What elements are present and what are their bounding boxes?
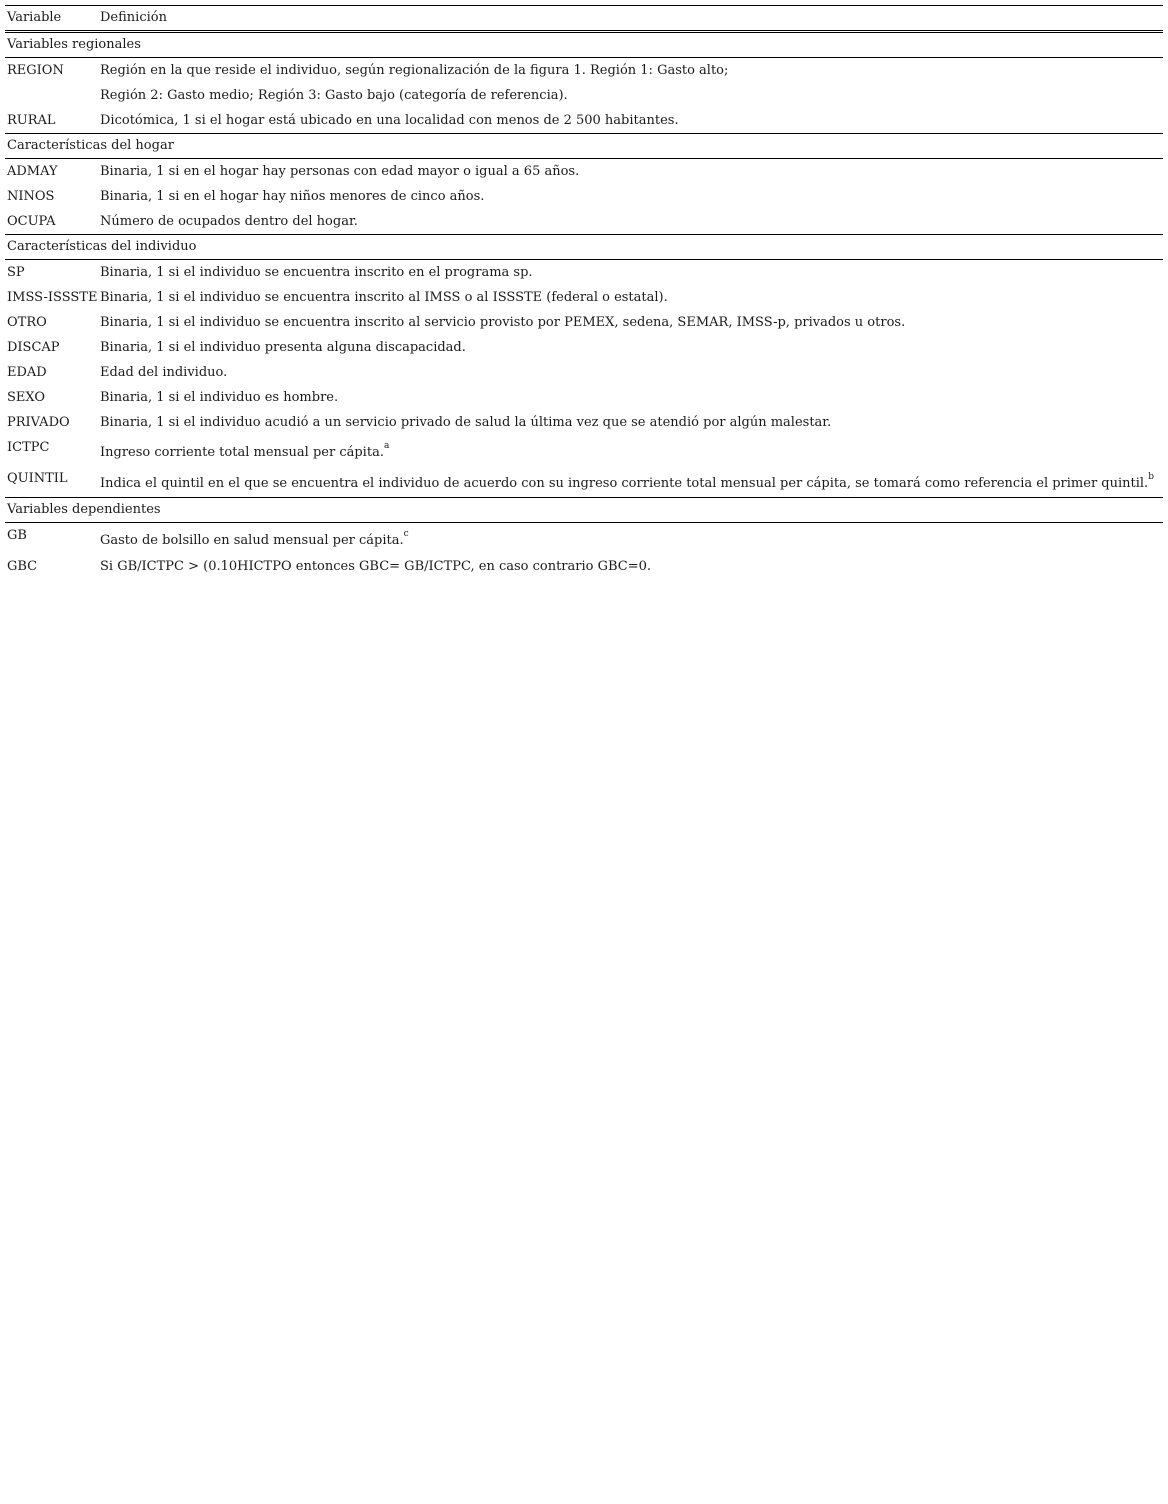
variable-name: ADMAY: [7, 164, 58, 179]
footnote-marker: b: [1148, 472, 1154, 482]
footnote-marker: a: [383, 441, 390, 451]
variable-name: SEXO: [7, 390, 46, 405]
section-title: Características del individuo: [5, 235, 1163, 260]
table-row: [5, 523, 1163, 555]
variables-table: [5, 5, 1163, 579]
section-header: [5, 498, 1163, 523]
variable-definition: Binaria, 1 si el individuo es hombre.: [100, 390, 339, 405]
variable-definition: Binaria, 1 si el individuo presenta alguna discapacidad.: [100, 340, 466, 355]
table-header-row: [5, 6, 1163, 32]
table-row: [5, 385, 1163, 410]
table-row: [5, 58, 1163, 84]
section-title: Variables regionales: [5, 32, 1163, 58]
variable-definition: [98, 435, 1163, 466]
variable-definition: Binaria, 1 si el individuo se encuentra inscrito en el programa sp.: [100, 265, 533, 280]
variable-definition: Binaria, 1 si el individuo acudió a un servicio privado de salud la última vez que se atendió por algún malestar.: [100, 415, 832, 430]
table-row: [5, 285, 1163, 310]
variable-definition: Región en la que reside el individuo, según regionalización de la figura 1. Región 1: Gasto alto;: [100, 63, 729, 78]
section-header: [5, 134, 1163, 159]
variable-definition: Número de ocupados dentro del hogar.: [100, 214, 358, 229]
table-row: [5, 108, 1163, 134]
variable-name: EDAD: [7, 365, 47, 380]
section-title: Variables dependientes: [5, 498, 1163, 523]
variable-name: ICTPC: [7, 440, 50, 455]
section-header: [5, 235, 1163, 260]
table-row: [5, 159, 1163, 185]
variable-name: REGION: [7, 63, 64, 78]
section-header: [5, 32, 1163, 58]
header-definition: Definición: [98, 6, 1163, 32]
variable-name: GB: [7, 528, 27, 543]
variable-name: QUINTIL: [7, 471, 68, 486]
variable-definition: Edad del individuo.: [100, 365, 228, 380]
variable-name: GBC: [7, 559, 38, 574]
variable-name: RURAL: [7, 113, 56, 128]
table-row: [5, 435, 1163, 466]
variable-name: NINOS: [7, 189, 55, 204]
variable-name: IMSS-ISSSTE: [7, 290, 98, 305]
variable-name: OCUPA: [7, 214, 56, 229]
variable-name: SP: [7, 265, 25, 280]
variable-definition: Binaria, 1 si en el hogar hay niños menores de cinco años.: [100, 189, 485, 204]
table-row: [5, 260, 1163, 286]
variable-name: PRIVADO: [7, 415, 70, 430]
definition-text: Gasto de bolsillo en salud mensual per cápita.: [100, 533, 404, 548]
table-row: [5, 83, 1163, 108]
section-title: Características del hogar: [5, 134, 1163, 159]
table-row: [5, 466, 1163, 498]
table-row: [5, 310, 1163, 335]
definition-text: Ingreso corriente total mensual per cápita.: [100, 445, 384, 460]
table-row: [5, 554, 1163, 579]
variable-definition: [98, 466, 1163, 498]
variable-definition: [98, 523, 1163, 555]
table-row: [5, 209, 1163, 235]
variable-definition: Si GB/ICTPC > (0.10HICTPO entonces GBC= GB/ICTPC, en caso contrario GBC=0.: [100, 559, 652, 574]
variable-definition: Región 2: Gasto medio; Región 3: Gasto bajo (categoría de referencia).: [100, 88, 568, 103]
table-row: [5, 410, 1163, 435]
table-row: [5, 360, 1163, 385]
variable-name: OTRO: [7, 315, 47, 330]
footnote-marker: c: [403, 529, 409, 539]
table-row: [5, 184, 1163, 209]
variable-definition: Binaria, 1 si el individuo se encuentra inscrito al servicio provisto por PEMEX, sedena, SEMAR, IMSS-p, privados u otros.: [100, 315, 906, 330]
table-row: [5, 335, 1163, 360]
variable-definition: Binaria, 1 si en el hogar hay personas con edad mayor o igual a 65 años.: [100, 164, 580, 179]
variable-definition: Dicotómica, 1 si el hogar está ubicado en una localidad con menos de 2 500 habitantes.: [100, 113, 679, 128]
variable-name: DISCAP: [7, 340, 60, 355]
variable-definition: Binaria, 1 si el individuo se encuentra inscrito al IMSS o al ISSSTE (federal o estatal).: [100, 290, 668, 305]
header-variable: Variable: [5, 6, 98, 32]
variable-name: [5, 83, 98, 108]
definition-text: Indica el quintil en el que se encuentra el individuo de acuerdo con su ingreso corriente total mensual per cápita, se tomará como referencia el primer quintil.: [100, 476, 1149, 491]
